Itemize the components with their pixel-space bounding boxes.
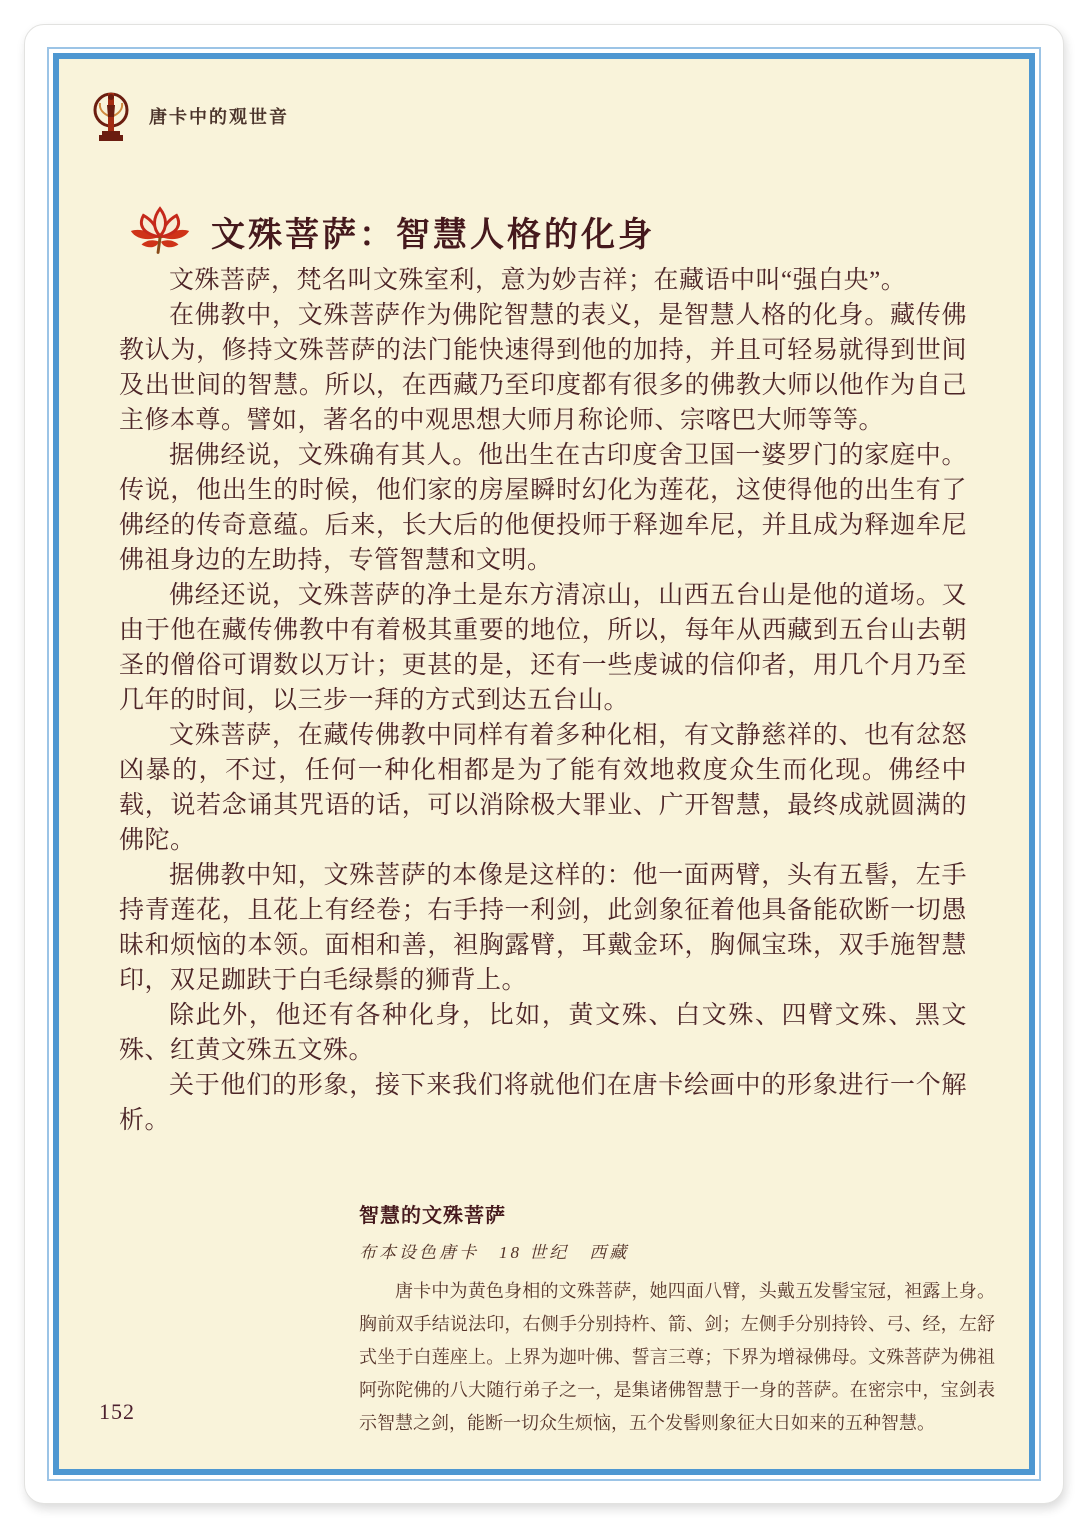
paragraph: 据佛经说，文殊确有其人。他出生在古印度舍卫国一婆罗门的家庭中。传说，他出生的时候，他们家的房屋瞬时幻化为莲花，这使得他的出生有了佛经的传奇意蕴。后来，长大后的他便投师于释迦牟尼，并且成为释迦牟尼佛祖身边的左助持，专管智慧和文明。	[119, 442, 967, 574]
page-sheet	[24, 24, 1064, 1504]
paragraph: 佛经还说，文殊菩萨的净土是东方清凉山，山西五台山是他的道场。又由于他在藏传佛教中有着极其重要的地位，所以，每年从西藏到五台山去朝圣的僧俗可谓数以万计；更甚的是，还有一些虔诚的信仰者，用几个月乃至几年的时间，以三步一拜的方式到达五台山。	[119, 582, 967, 714]
running-head-title: 唐卡中的观世音	[149, 107, 289, 127]
figure-caption-body: 唐卡中为黄色身相的文殊菩萨，她四面八臂，头戴五发髻宝冠，袒露上身。胸前双手结说法印，右侧手分别持杵、箭、剑；左侧手分别持铃、弓、经，左舒式坐于白莲座上。上界为迦叶佛、誓言三尊；下界为增禄佛母。文殊菩萨为佛祖阿弥陀佛的八大随行弟子之一，是集诸佛智慧于一身的菩萨。在密宗中，宝剑表示智慧之剑，能断一切众生烦恼，五个发髻则象征大日如来的五种智慧。	[359, 1281, 995, 1433]
paragraph: 文殊菩萨，梵名叫文殊室利，意为妙吉祥；在藏语中叫“强白央”。	[169, 267, 907, 294]
chapter-title-row	[125, 205, 655, 257]
guanyin-statue-icon	[85, 87, 137, 145]
page-number: 152	[99, 1399, 135, 1424]
paragraph: 据佛教中知，文殊菩萨的本像是这样的：他一面两臂，头有五髻，左手持青莲花，且花上有经卷；右手持一利剑，此剑象征着他具备能砍断一切愚昧和烦恼的本领。面相和善，袒胸露臂，耳戴金环，胸佩宝珠，双手施智慧印，双足跏趺于白毛绿鬃的狮背上。	[119, 862, 967, 994]
chapter-title: 文殊菩萨：智慧人格的化身	[211, 216, 655, 254]
running-head	[85, 87, 289, 145]
article-body	[119, 263, 967, 1138]
paper-area	[53, 53, 1035, 1475]
figure-caption	[359, 1199, 995, 1440]
figure-caption-meta: 布本设色唐卡 18 世纪 西藏	[359, 1243, 630, 1262]
figure-caption-title: 智慧的文殊菩萨	[359, 1205, 506, 1227]
paragraph: 关于他们的形象，接下来我们将就他们在唐卡绘画中的形象进行一个解析。	[119, 1072, 967, 1134]
paragraph: 在佛教中，文殊菩萨作为佛陀智慧的表义，是智慧人格的化身。藏传佛教认为，修持文殊菩萨的法门能快速得到他的加持，并且可轻易就得到世间及出世间的智慧。所以，在西藏乃至印度都有很多的佛教大师以他作为自己主修本尊。譬如，著名的中观思想大师月称论师、宗喀巴大师等等。	[119, 302, 967, 434]
paragraph: 除此外，他还有各种化身，比如，黄文殊、白文殊、四臂文殊、黑文殊、红黄文殊五文殊。	[119, 1002, 967, 1064]
paragraph: 文殊菩萨，在藏传佛教中同样有着多种化相，有文静慈祥的、也有忿怒凶暴的，不过，任何一种化相都是为了能有效地救度众生而化现。佛经中载，说若念诵其咒语的话，可以消除极大罪业、广开智慧，最终成就圆满的佛陀。	[119, 722, 967, 854]
lotus-icon	[125, 205, 195, 257]
